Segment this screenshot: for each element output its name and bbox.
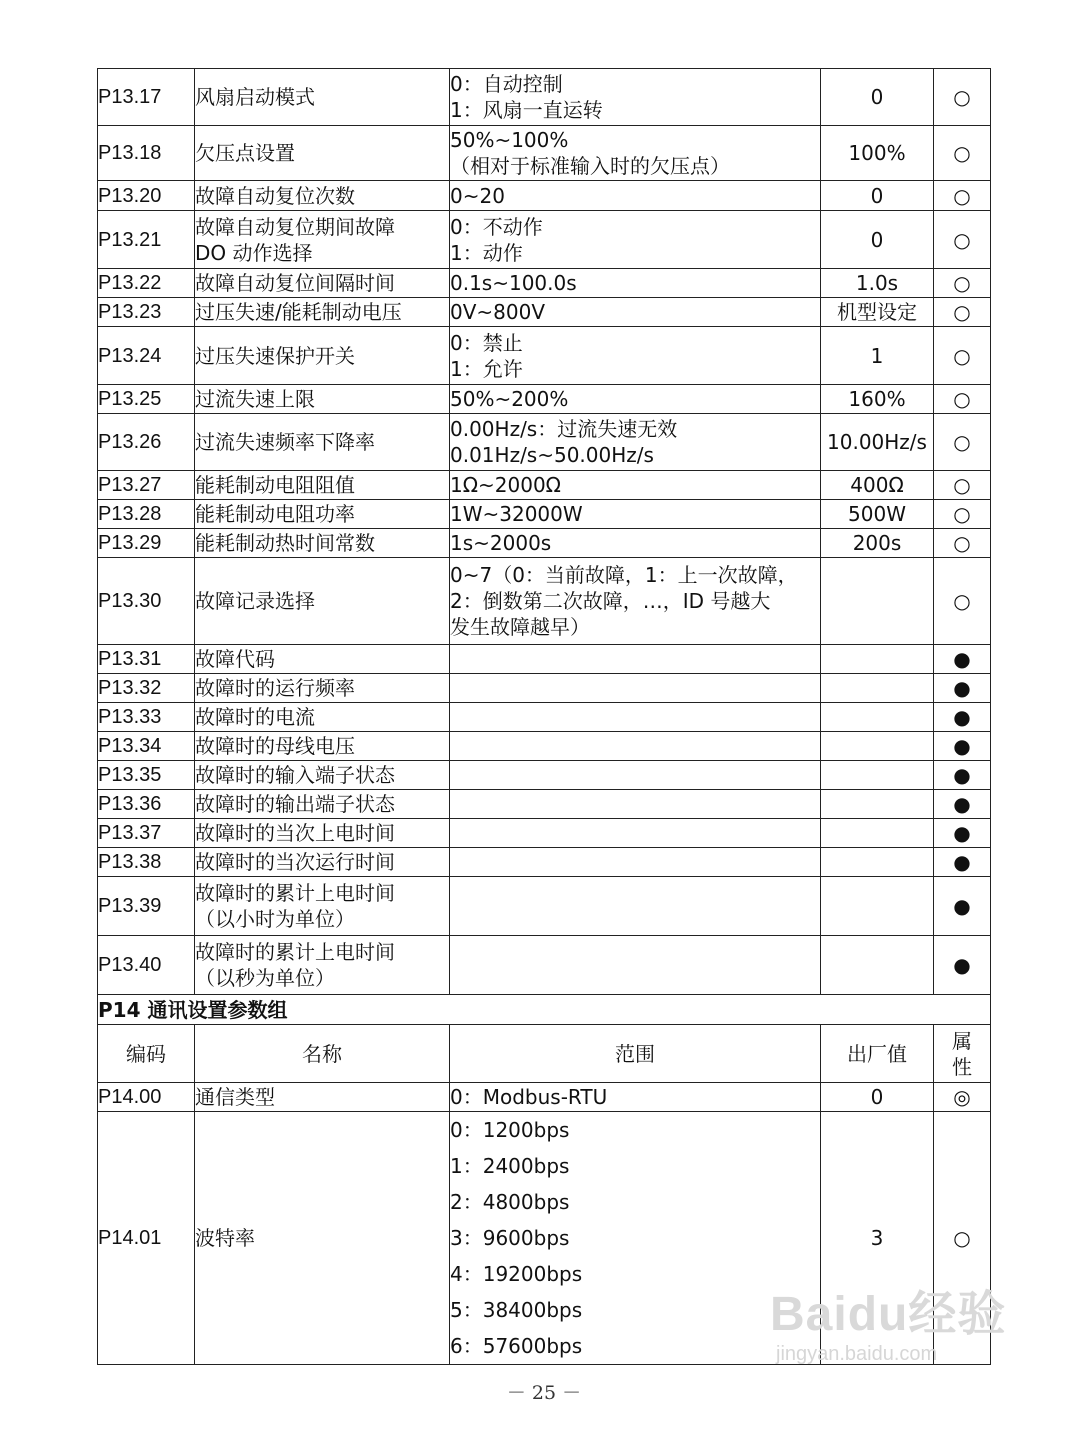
param-range-line: 5：38400bps — [450, 1298, 583, 1322]
param-default: 100% — [821, 126, 934, 181]
param-name-line: 欠压点设置 — [195, 141, 295, 165]
param-default: 160% — [821, 385, 934, 414]
param-default: 0 — [821, 69, 934, 126]
param-code: P13.37 — [98, 819, 195, 848]
param-range-line: 0.1s~100.0s — [450, 271, 577, 295]
watermark-logo: Baidu经验 — [770, 1288, 1007, 1341]
param-range — [450, 790, 821, 819]
param-range-line: 0：自动控制 — [450, 72, 563, 96]
param-attribute: ○ — [934, 385, 991, 414]
param-range — [450, 181, 821, 211]
param-default — [821, 645, 934, 674]
param-range-line: 1Ω~2000Ω — [450, 473, 561, 497]
param-attribute: ○ — [934, 471, 991, 500]
param-range — [450, 327, 821, 385]
param-name — [195, 327, 450, 385]
param-name — [195, 181, 450, 211]
param-name — [195, 69, 450, 126]
param-range — [450, 936, 821, 995]
param-name-line: 过压失速/能耗制动电压 — [195, 300, 402, 324]
param-default: 200s — [821, 529, 934, 558]
param-default: 400Ω — [821, 471, 934, 500]
param-name — [195, 877, 450, 936]
param-range-line: 1：动作 — [450, 240, 523, 265]
table-row — [98, 732, 991, 761]
param-name — [195, 936, 450, 995]
param-code: P13.26 — [98, 414, 195, 471]
table-row — [98, 529, 991, 558]
param-name — [195, 414, 450, 471]
param-attribute: ○ — [934, 529, 991, 558]
table-row — [98, 703, 991, 732]
param-range-line: 0V~800V — [450, 300, 546, 324]
param-range — [450, 529, 821, 558]
param-attribute: ○ — [934, 1112, 991, 1365]
param-default: 0 — [821, 1083, 934, 1112]
param-code: P13.20 — [98, 181, 195, 211]
param-range — [450, 211, 821, 269]
param-code: P13.33 — [98, 703, 195, 732]
param-attribute: ○ — [934, 126, 991, 181]
table-row — [98, 211, 991, 269]
param-name-line: 故障自动复位间隔时间 — [195, 271, 395, 295]
table-row — [98, 69, 991, 126]
param-name — [195, 211, 450, 269]
param-code: P14.01 — [98, 1112, 195, 1365]
section-title: P14 通讯设置参数组 — [98, 995, 991, 1025]
param-range-line: 0~7（0：当前故障，1：上一次故障， — [450, 563, 798, 587]
param-attribute: ● — [934, 877, 991, 936]
param-range — [450, 471, 821, 500]
param-attribute: ○ — [934, 414, 991, 471]
param-range-line: 0：禁止 — [450, 330, 523, 355]
param-name — [195, 558, 450, 645]
param-name-line: 故障自动复位期间故障 — [195, 214, 395, 239]
table-row — [98, 674, 991, 703]
param-code: P13.35 — [98, 761, 195, 790]
table-row — [98, 298, 991, 327]
header-attribute — [934, 1025, 991, 1083]
param-name-line: 故障代码 — [195, 647, 275, 671]
param-range — [450, 69, 821, 126]
param-name-line: 过流失速频率下降率 — [195, 430, 375, 454]
param-name — [195, 1112, 450, 1365]
param-name — [195, 385, 450, 414]
param-code: P13.39 — [98, 877, 195, 936]
param-name — [195, 645, 450, 674]
table-row — [98, 877, 991, 936]
param-range-line: 6：57600bps — [450, 1334, 583, 1358]
param-default: 1 — [821, 327, 934, 385]
param-default — [821, 558, 934, 645]
param-name-line: 故障时的当次运行时间 — [195, 850, 395, 874]
param-range-line: 1W~32000W — [450, 502, 583, 526]
param-name-line: 通信类型 — [195, 1085, 275, 1109]
table-row — [98, 126, 991, 181]
param-name-line: 能耗制动热时间常数 — [195, 531, 375, 555]
param-range — [450, 414, 821, 471]
param-default: 1.0s — [821, 269, 934, 298]
table-row — [98, 269, 991, 298]
param-code: P13.23 — [98, 298, 195, 327]
param-range — [450, 558, 821, 645]
param-attribute: ● — [934, 703, 991, 732]
param-range-line: 1：风扇一直运转 — [450, 98, 603, 122]
parameter-table — [97, 68, 991, 1365]
table-row — [98, 761, 991, 790]
param-name — [195, 529, 450, 558]
param-range — [450, 674, 821, 703]
p13-rows — [98, 69, 991, 995]
param-range-line: 4：19200bps — [450, 1262, 583, 1286]
param-range — [450, 385, 821, 414]
param-name — [195, 471, 450, 500]
param-default: 机型设定 — [821, 298, 934, 327]
param-name-line: 故障时的输出端子状态 — [195, 792, 395, 816]
param-default: 10.00Hz/s — [821, 414, 934, 471]
header-code: 编码 — [98, 1025, 195, 1083]
param-range-line: 2：4800bps — [450, 1190, 570, 1214]
param-range — [450, 269, 821, 298]
param-range-line: 2：倒数第二次故障，…，ID 号越大 — [450, 589, 771, 613]
param-attribute: ○ — [934, 500, 991, 529]
param-name-line: 波特率 — [195, 1226, 255, 1250]
param-range — [450, 761, 821, 790]
param-range-line: 发生故障越早） — [450, 615, 590, 639]
param-name — [195, 674, 450, 703]
param-default: 0 — [821, 211, 934, 269]
param-code: P13.32 — [98, 674, 195, 703]
param-range — [450, 732, 821, 761]
param-code: P13.25 — [98, 385, 195, 414]
param-code: P13.31 — [98, 645, 195, 674]
table-row — [98, 327, 991, 385]
param-name — [195, 269, 450, 298]
watermark-url: jingyan.baidu.com — [776, 1343, 938, 1365]
table-row — [98, 848, 991, 877]
param-attribute: ○ — [934, 211, 991, 269]
param-attribute: ○ — [934, 269, 991, 298]
param-name-line: 故障时的电流 — [195, 705, 315, 729]
param-name-line: 故障时的累计上电时间 — [195, 940, 395, 964]
param-range — [450, 703, 821, 732]
param-code: P13.24 — [98, 327, 195, 385]
param-default — [821, 674, 934, 703]
param-default — [821, 877, 934, 936]
param-attribute: ● — [934, 936, 991, 995]
param-range — [450, 298, 821, 327]
param-range-line: 50%~200% — [450, 387, 569, 411]
param-attribute: ● — [934, 761, 991, 790]
param-code: P13.36 — [98, 790, 195, 819]
param-default — [821, 848, 934, 877]
param-name-line: 故障时的运行频率 — [195, 676, 355, 700]
param-name-line: 故障自动复位次数 — [195, 183, 355, 208]
param-default — [821, 703, 934, 732]
param-code: P13.27 — [98, 471, 195, 500]
param-range — [450, 500, 821, 529]
header-attribute-line: 性 — [952, 1054, 972, 1079]
param-range — [450, 645, 821, 674]
param-code: P13.30 — [98, 558, 195, 645]
param-code: P13.22 — [98, 269, 195, 298]
param-range-line: 0：Modbus-RTU — [450, 1085, 608, 1109]
param-range — [450, 877, 821, 936]
header-attribute-line: 属 — [952, 1028, 972, 1053]
param-range-line: （相对于标准输入时的欠压点） — [450, 154, 730, 178]
param-range-line: 0~20 — [450, 183, 505, 208]
param-default — [821, 819, 934, 848]
param-name — [195, 500, 450, 529]
param-name-line: 能耗制动电阻功率 — [195, 502, 355, 526]
param-name — [195, 732, 450, 761]
param-name-line: （以秒为单位） — [195, 966, 335, 990]
param-default — [821, 936, 934, 995]
param-code: P13.18 — [98, 126, 195, 181]
param-code: P14.00 — [98, 1083, 195, 1112]
param-name — [195, 819, 450, 848]
param-attribute: ○ — [934, 298, 991, 327]
param-name-line: 故障时的当次上电时间 — [195, 821, 395, 845]
page-number: － 25 － — [506, 1382, 582, 1404]
param-default — [821, 732, 934, 761]
param-attribute: ○ — [934, 69, 991, 126]
param-name — [195, 703, 450, 732]
param-default: 3 — [821, 1112, 934, 1365]
header-row — [98, 1025, 991, 1083]
param-name-line: DO 动作选择 — [195, 240, 313, 265]
param-code: P13.28 — [98, 500, 195, 529]
table-row — [98, 936, 991, 995]
param-range — [450, 848, 821, 877]
p14-section — [98, 995, 991, 1083]
param-name-line: 故障时的输入端子状态 — [195, 763, 395, 787]
header-default: 出厂值 — [821, 1025, 934, 1083]
param-name-line: 故障时的母线电压 — [195, 734, 355, 758]
param-name — [195, 1083, 450, 1112]
param-code: P13.38 — [98, 848, 195, 877]
param-range-line: 0.00Hz/s：过流失速无效 — [450, 417, 678, 441]
param-attribute: ● — [934, 848, 991, 877]
param-range-line: 3：9600bps — [450, 1226, 570, 1250]
param-range-line: 0：1200bps — [450, 1118, 570, 1142]
param-name — [195, 848, 450, 877]
param-range — [450, 1083, 821, 1112]
param-name — [195, 298, 450, 327]
param-range — [450, 1112, 821, 1365]
param-range-line: 1s~2000s — [450, 531, 552, 555]
param-default: 500W — [821, 500, 934, 529]
param-code: P13.17 — [98, 69, 195, 126]
table-row — [98, 471, 991, 500]
param-default — [821, 761, 934, 790]
param-attribute: ● — [934, 819, 991, 848]
param-code: P13.29 — [98, 529, 195, 558]
param-attribute: ● — [934, 732, 991, 761]
section-row — [98, 995, 991, 1025]
param-name-line: 故障时的累计上电时间 — [195, 881, 395, 905]
param-attribute: ● — [934, 674, 991, 703]
table-row — [98, 1083, 991, 1112]
param-name-line: 能耗制动电阻阻值 — [195, 473, 355, 497]
param-range-line: 50%~100% — [450, 128, 569, 152]
param-range-line: 0.01Hz/s~50.00Hz/s — [450, 443, 654, 467]
baidu-jingyan-watermark — [770, 1275, 1030, 1385]
table-row — [98, 790, 991, 819]
param-name — [195, 761, 450, 790]
table-row — [98, 181, 991, 211]
param-code: P13.40 — [98, 936, 195, 995]
param-attribute: ○ — [934, 327, 991, 385]
param-range — [450, 819, 821, 848]
param-name-line: 故障记录选择 — [195, 589, 315, 613]
table-row — [98, 414, 991, 471]
param-default — [821, 790, 934, 819]
param-attribute: ● — [934, 645, 991, 674]
param-name — [195, 790, 450, 819]
param-default: 0 — [821, 181, 934, 211]
param-range-line: 1：允许 — [450, 356, 523, 381]
param-name-line: （以小时为单位） — [195, 907, 355, 931]
table-row — [98, 385, 991, 414]
param-name — [195, 126, 450, 181]
param-attribute: ○ — [934, 181, 991, 211]
param-code: P13.21 — [98, 211, 195, 269]
param-name-line: 过压失速保护开关 — [195, 343, 355, 368]
param-attribute: ◎ — [934, 1083, 991, 1112]
param-code: P13.34 — [98, 732, 195, 761]
param-range-line: 1：2400bps — [450, 1154, 570, 1178]
table-row — [98, 645, 991, 674]
header-name: 名称 — [195, 1025, 450, 1083]
param-range — [450, 126, 821, 181]
table-row — [98, 819, 991, 848]
param-name-line: 过流失速上限 — [195, 387, 315, 411]
table-row — [98, 500, 991, 529]
table-row — [98, 558, 991, 645]
param-attribute: ● — [934, 790, 991, 819]
param-name-line: 风扇启动模式 — [195, 85, 315, 109]
header-range: 范围 — [450, 1025, 821, 1083]
param-attribute: ○ — [934, 558, 991, 645]
param-range-line: 0：不动作 — [450, 214, 543, 239]
